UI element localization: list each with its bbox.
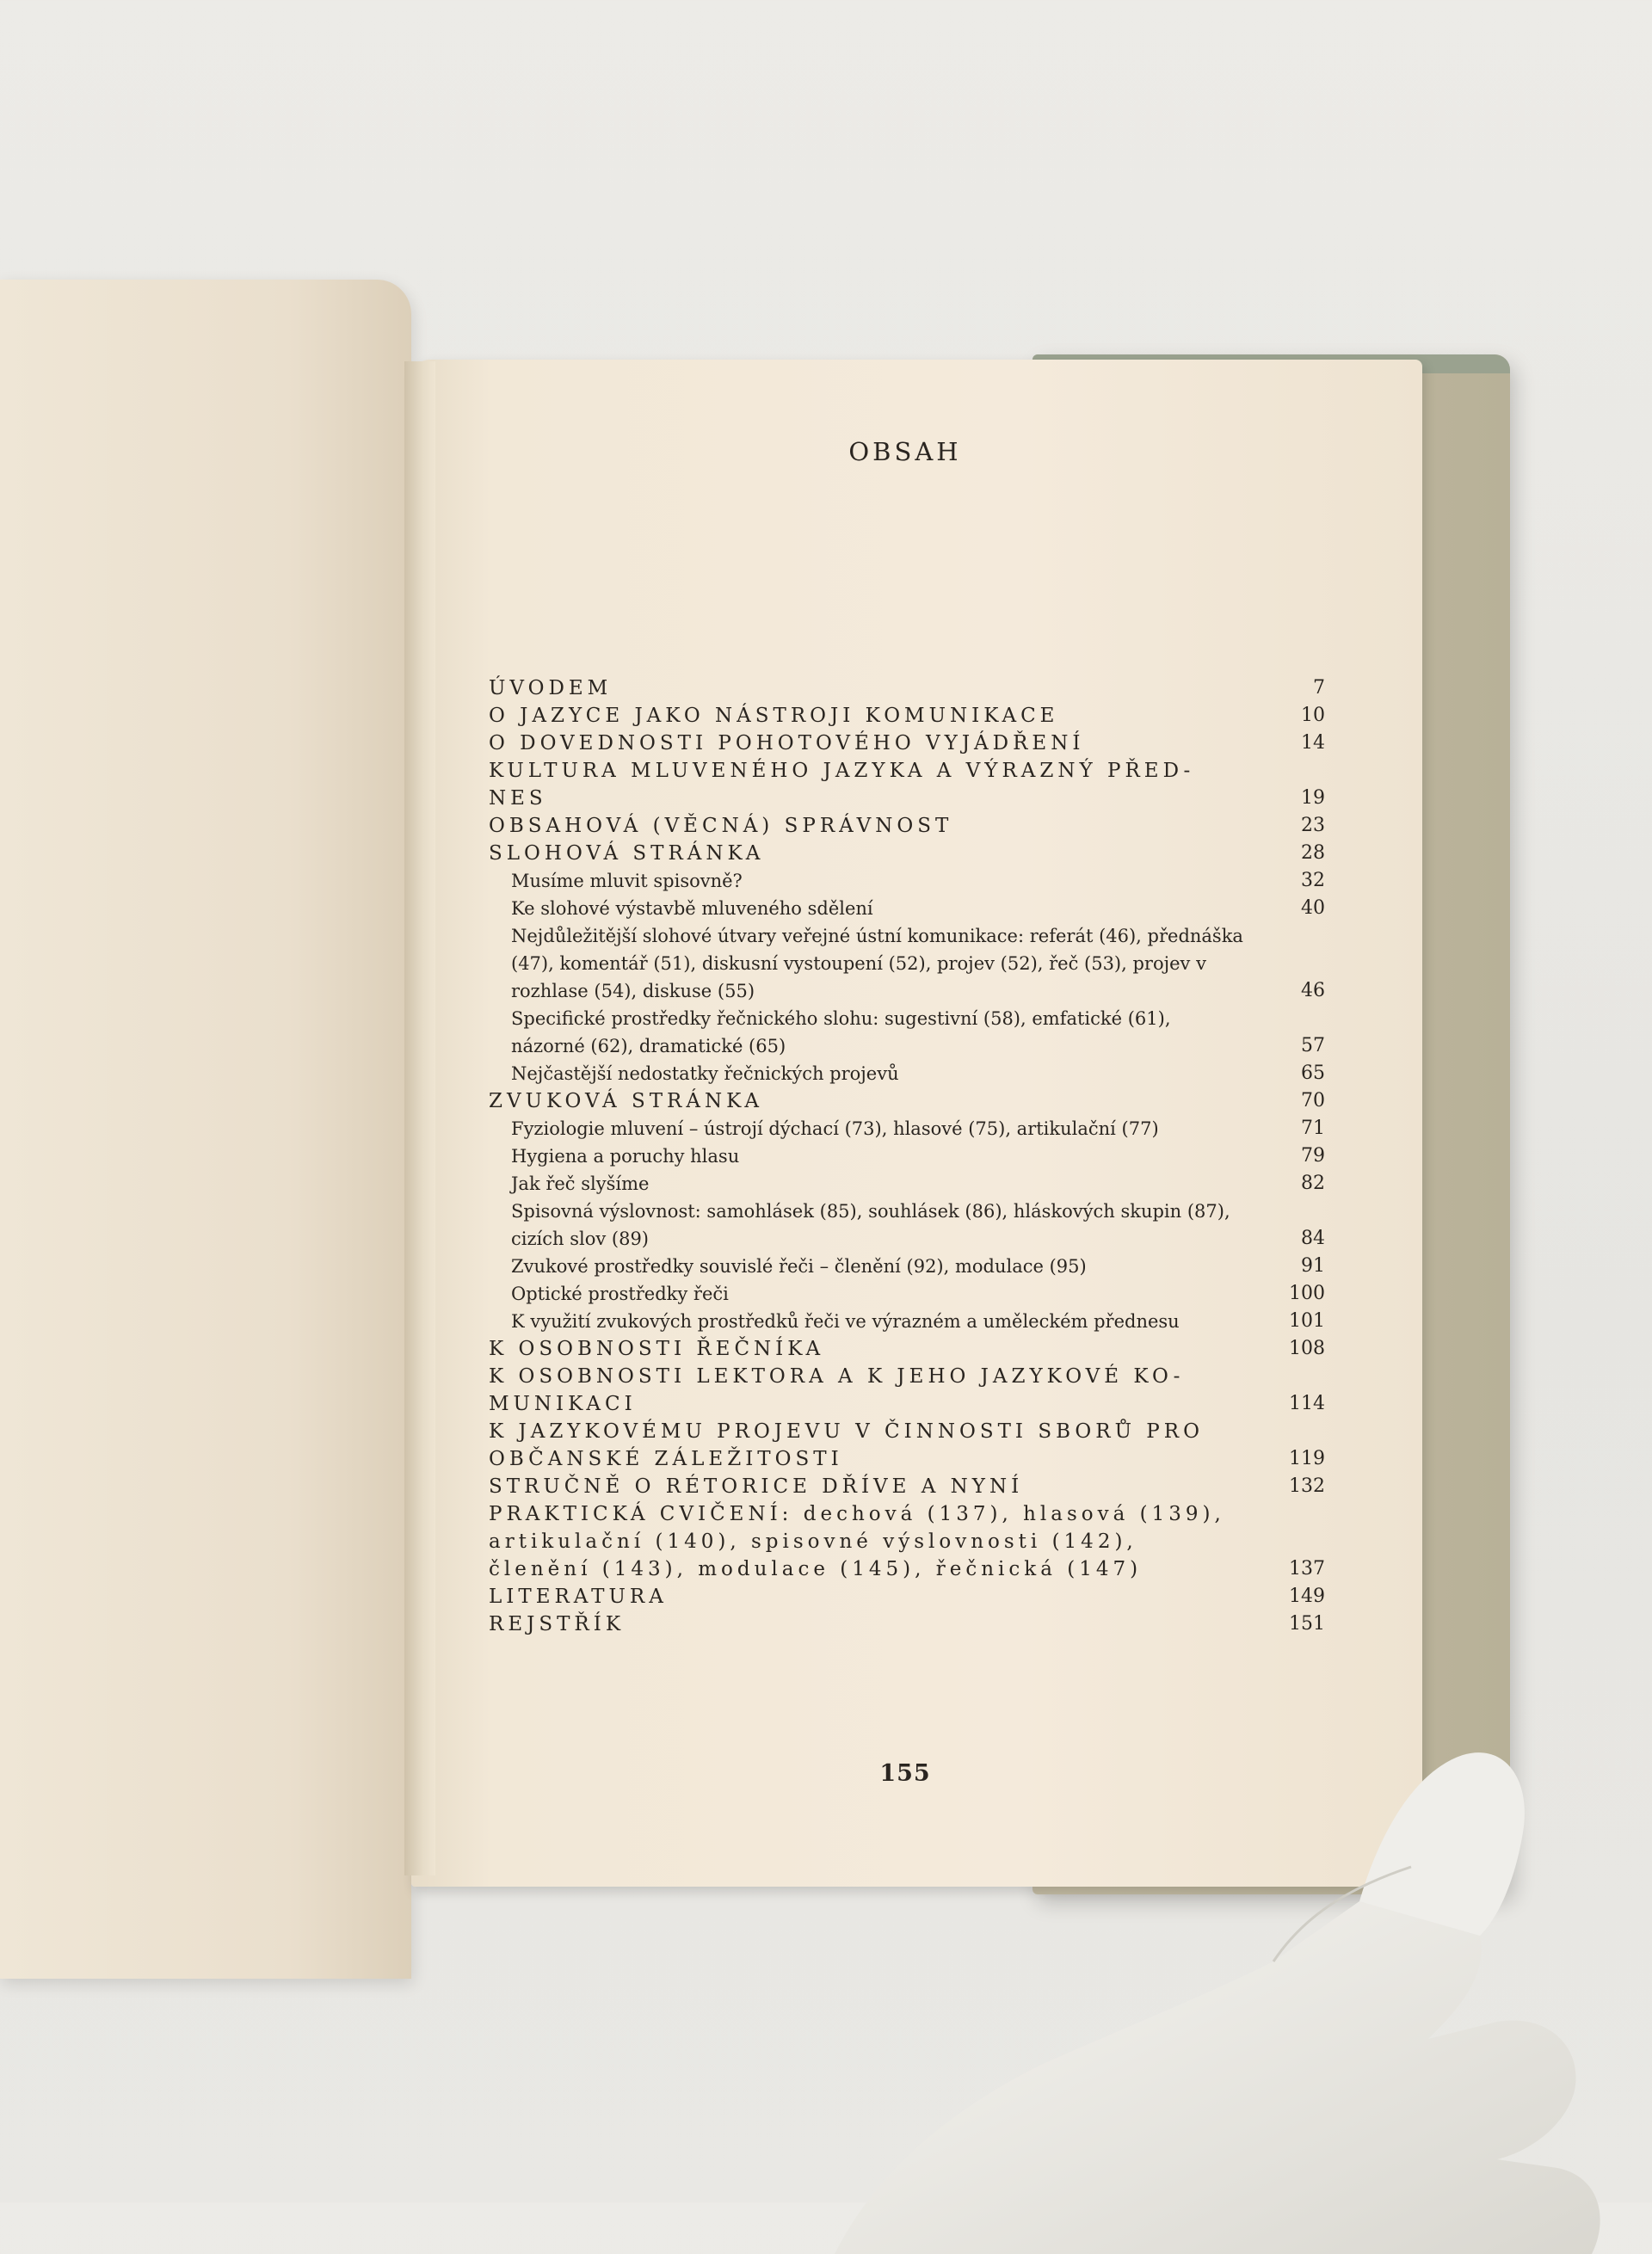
toc-entry-text: Optické prostředky řeči (511, 1284, 729, 1304)
toc-entry (489, 1060, 1325, 1087)
white-glove-hand (757, 1738, 1618, 2254)
toc-entry (489, 840, 1325, 867)
toc-entry-text: STRUČNĚ O RÉTORICE DŘÍVE A NYNÍ (489, 1475, 1024, 1498)
toc-entry-page: 82 (1301, 1173, 1325, 1194)
toc-entry-text: SLOHOVÁ STRÁNKA (489, 842, 765, 865)
toc-entry-text: KULTURA MLUVENÉHO JAZYKA A VÝRAZNÝ PŘED-NES (489, 760, 1195, 810)
toc-entry (489, 1087, 1325, 1115)
toc-entry-text: Musíme mluvit spisovně? (511, 871, 743, 891)
book-gutter (404, 361, 435, 1875)
toc-entry-text: Spisovná výslovnost: samohlásek (85), souhlásek (86), hláskových skupin (87), cizích slov (89) (511, 1201, 1230, 1249)
toc-entry (489, 730, 1325, 757)
toc-entry (489, 1473, 1325, 1500)
toc-entry-page: 28 (1301, 842, 1325, 864)
toc-entry-page: 101 (1289, 1310, 1325, 1332)
toc-entry (489, 1335, 1325, 1363)
toc-entry (489, 1142, 1325, 1170)
toc-entry-text: O JAZYCE JAKO NÁSTROJI KOMUNIKACE (489, 705, 1059, 727)
toc-entry (489, 1308, 1325, 1335)
toc-entry-text: K JAZYKOVÉMU PROJEVU V ČINNOSTI SBORŮ PRO OBČANSKÉ ZÁLEŽITOSTI (489, 1420, 1204, 1470)
toc-entry-page: 23 (1301, 815, 1325, 836)
toc-entry-text: Hygiena a poruchy hlasu (511, 1146, 740, 1167)
toc-entry-page: 57 (1301, 1035, 1325, 1056)
toc-entry-page: 70 (1301, 1090, 1325, 1112)
toc-entry (489, 1198, 1325, 1253)
toc-entry (489, 1500, 1325, 1583)
toc-entry-text: Zvukové prostředky souvislé řeči – členění (92), modulace (95) (511, 1256, 1087, 1277)
toc-entry-page: 7 (1313, 677, 1325, 699)
toc-entry (489, 1170, 1325, 1198)
toc-entry-page: 32 (1301, 870, 1325, 891)
toc-entry-page: 151 (1289, 1613, 1325, 1635)
toc-entry (489, 757, 1325, 812)
toc-entry-text: Nejdůležitější slohové útvary veřejné ústní komunikace: referát (46), přednáška (47), komentář (51), diskusní vystoupení (52), projev (52), řeč (53), projev v rozhlase (54), diskuse (55) (511, 926, 1243, 1001)
toc-entry-page: 19 (1301, 787, 1325, 809)
toc-entry (489, 922, 1325, 1005)
toc-entry (489, 1280, 1325, 1308)
toc-entry (489, 1253, 1325, 1280)
toc-entry-text: K OSOBNOSTI ŘEČNÍKA (489, 1338, 825, 1360)
toc-entry-page: 65 (1301, 1062, 1325, 1084)
toc-entry-text: Fyziologie mluvení – ústrojí dýchací (73), hlasové (75), artikulační (77) (511, 1118, 1159, 1139)
toc-entry-page: 84 (1301, 1228, 1325, 1249)
toc-entry-text: ÚVODEM (489, 677, 613, 699)
toc-entry (489, 702, 1325, 730)
toc-entry-text: OBSAHOVÁ (VĚCNÁ) SPRÁVNOST (489, 815, 953, 837)
toc-entry (489, 1005, 1325, 1060)
toc-entry (489, 812, 1325, 840)
toc-entry-text: O DOVEDNOSTI POHOTOVÉHO VYJÁDŘENÍ (489, 732, 1085, 754)
toc-entry (489, 867, 1325, 895)
toc-entry (489, 1363, 1325, 1418)
toc-entry-text: REJSTŘÍK (489, 1613, 626, 1635)
toc-entry-page: 100 (1289, 1283, 1325, 1304)
toc-entry-page: 14 (1301, 732, 1325, 754)
toc-entry-text: LITERATURA (489, 1586, 668, 1608)
page-title: OBSAH (848, 437, 962, 466)
toc-entry (489, 674, 1325, 702)
toc-entry-text: K využití zvukových prostředků řeči ve výrazném a uměleckém přednesu (511, 1311, 1180, 1332)
toc-entry (489, 895, 1325, 922)
page-number: 155 (879, 1760, 931, 1787)
toc-entry (489, 1583, 1325, 1610)
table-of-contents (489, 674, 1325, 1638)
toc-entry-text: K OSOBNOSTI LEKTORA A K JEHO JAZYKOVÉ KO-MUNIKACI (489, 1365, 1185, 1415)
toc-entry-page: 119 (1289, 1448, 1325, 1469)
toc-entry-page: 114 (1289, 1393, 1325, 1414)
toc-entry-page: 46 (1301, 980, 1325, 1001)
left-page (0, 280, 411, 1979)
toc-entry-text: Ke slohové výstavbě mluveného sdělení (511, 898, 873, 919)
toc-entry-page: 40 (1301, 897, 1325, 919)
toc-entry-page: 108 (1289, 1338, 1325, 1359)
toc-entry-page: 149 (1289, 1586, 1325, 1607)
toc-entry-page: 132 (1289, 1475, 1325, 1497)
toc-entry (489, 1610, 1325, 1638)
toc-entry-text: ZVUKOVÁ STRÁNKA (489, 1090, 763, 1112)
toc-entry-page: 137 (1289, 1558, 1325, 1580)
toc-entry-page: 91 (1301, 1255, 1325, 1277)
toc-entry-page: 71 (1301, 1118, 1325, 1139)
toc-entry-text: Specifické prostředky řečnického slohu: sugestivní (58), emfatické (61), názorné (62), dramatické (65) (511, 1008, 1171, 1056)
toc-entry-text: Nejčastější nedostatky řečnických projevů (511, 1063, 899, 1084)
toc-entry-text: Jak řeč slyšíme (511, 1173, 650, 1194)
toc-entry (489, 1115, 1325, 1142)
toc-entry-text: PRAKTICKÁ CVIČENÍ: dechová (137), hlasová (139), artikulační (140), spisovné výslovnosti (142), členění (143), modulace (145), řečnická (147) (489, 1503, 1225, 1580)
toc-entry (489, 1418, 1325, 1473)
toc-entry-page: 79 (1301, 1145, 1325, 1167)
toc-entry-page: 10 (1301, 705, 1325, 726)
